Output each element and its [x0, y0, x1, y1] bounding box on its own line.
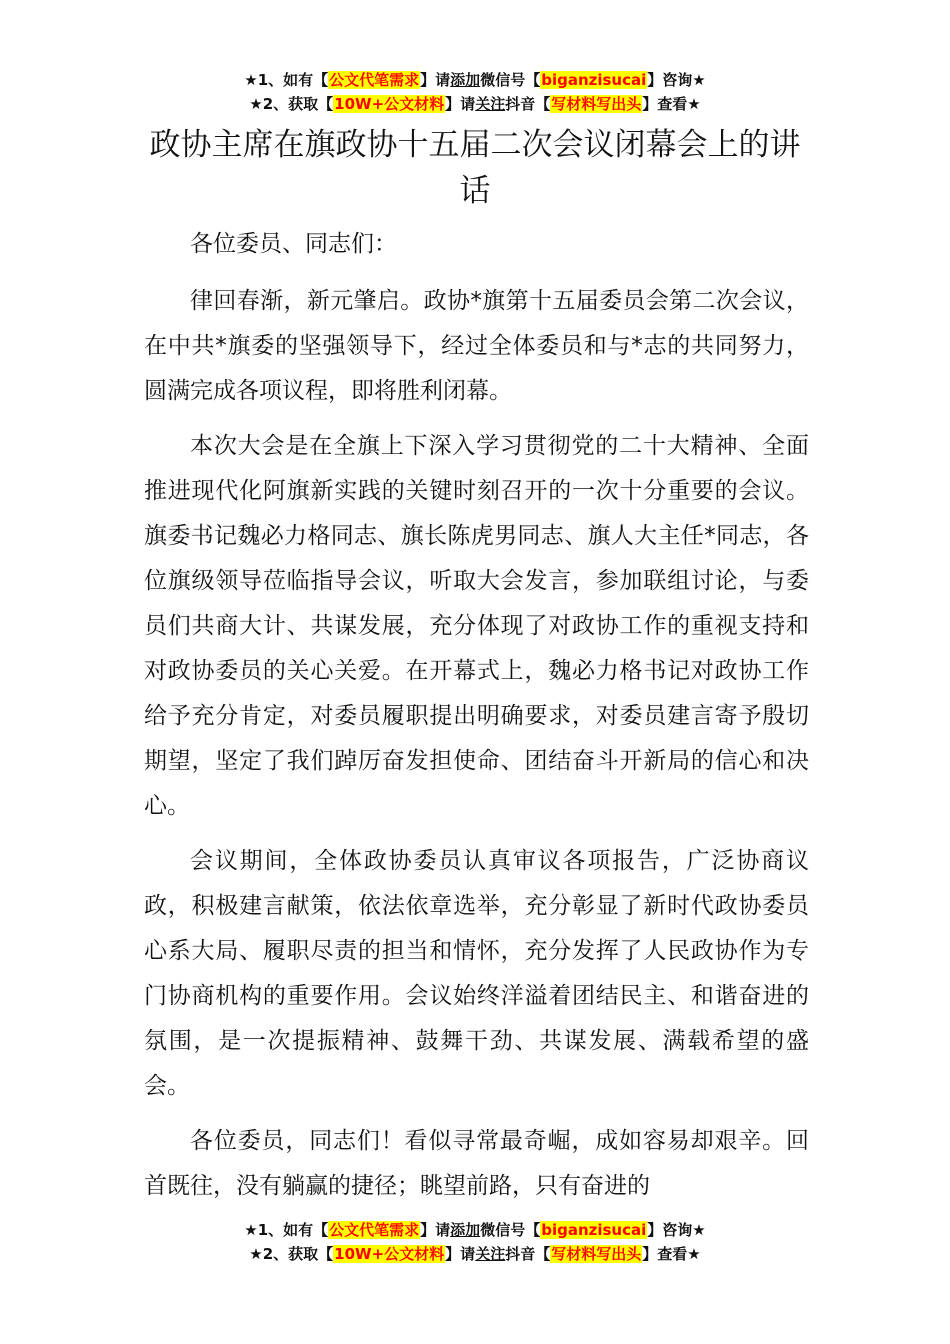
promo-line-2	[0, 92, 950, 116]
body-paragraph: 律回春渐，新元肇启。政协*旗第十五届委员会第二次会议，在中共*旗委的坚强领导下，经过全体委员和与*志的共同努力，圆满完成各项议程，即将胜利闭幕。	[144, 288, 809, 404]
promo-text: 】查看	[642, 95, 688, 113]
promo-underlined-text: 关注	[475, 95, 506, 113]
star-icon: ★	[687, 1245, 701, 1263]
promo-text: 】咨询	[647, 1221, 693, 1239]
promo-line-1	[0, 1218, 950, 1242]
promo-text: 】请	[420, 1221, 451, 1239]
star-icon: ★	[687, 95, 701, 113]
body-paragraph: 会议期间，全体政协委员认真审议各项报告，广泛协商议政，积极建言献策，依法依章选举，充分彰显了新时代政协委员心系大局、履职尽责的担当和情怀，充分发挥了人民政协作为专门协商机构的重要作用。会议始终洋溢着团结民主、和谐奋进的氛围，是一次提振精神、鼓舞干劲、共谋发展、满载希望的盛会。	[144, 848, 809, 1099]
promo-underlined-text: 添加	[450, 71, 481, 89]
promo-text: 】查看	[642, 1245, 688, 1263]
promo-text: 微信号【	[480, 71, 541, 89]
promo-text: 】请	[445, 1245, 476, 1263]
document-body	[144, 222, 809, 1219]
promo-underlined-text: 添加	[450, 1221, 481, 1239]
header-promo-banner	[0, 68, 950, 116]
promo-text: 】请	[445, 95, 476, 113]
promo-text: 抖音【	[505, 95, 551, 113]
salutation: 各位委员、同志们：	[190, 231, 397, 257]
promo-text: 2、获取【	[262, 95, 334, 113]
promo-text: 1、如有【	[257, 71, 329, 89]
star-icon: ★	[692, 1221, 706, 1239]
promo-text: 抖音【	[505, 1245, 551, 1263]
star-icon: ★	[249, 95, 263, 113]
body-paragraph: 本次大会是在全旗上下深入学习贯彻党的二十大精神、全面推进现代化阿旗新实践的关键时刻召开的一次十分重要的会议。旗委书记魏必力格同志、旗长陈虎男同志、旗人大主任*同志，各位旗级领导莅临指导会议，听取大会发言，参加联组讨论，与委员们共商大计、共谋发展，充分体现了对政协工作的重视支持和对政协委员的关心关爱。在开幕式上，魏必力格书记对政协工作给予充分肯定，对委员履职提出明确要求，对委员建言寄予殷切期望，坚定了我们踔厉奋发担使命、团结奋斗开新局的信心和决心。	[144, 433, 809, 819]
star-icon: ★	[244, 1221, 258, 1239]
wechat-id-highlight: biganzisucai	[541, 71, 647, 89]
promo-line-2	[0, 1242, 950, 1266]
promo-text: 】咨询	[647, 71, 693, 89]
star-icon: ★	[249, 1245, 263, 1263]
promo-text: 1、如有【	[257, 1221, 329, 1239]
footer-promo-banner	[0, 1218, 950, 1266]
star-icon: ★	[244, 71, 258, 89]
promo-text: 微信号【	[480, 1221, 541, 1239]
promo-highlight: 公文代笔需求	[329, 71, 420, 89]
body-paragraph: 各位委员，同志们！看似寻常最奇崛，成如容易却艰辛。回首既往，没有躺赢的捷径；眺望前路，只有奋进的	[144, 1128, 809, 1199]
promo-underlined-text: 关注	[475, 1245, 506, 1263]
douyin-account-highlight: 写材料写出头	[551, 1245, 642, 1263]
promo-text: 2、获取【	[262, 1245, 334, 1263]
wechat-id-highlight: biganzisucai	[541, 1221, 647, 1239]
promo-highlight: 公文代笔需求	[329, 1221, 420, 1239]
star-icon: ★	[692, 71, 706, 89]
promo-text: 】请	[420, 71, 451, 89]
document-title: 政协主席在旗政协十五届二次会议闭幕会上的讲话	[149, 127, 801, 209]
promo-highlight: 10W+公文材料	[334, 1245, 445, 1263]
promo-highlight: 10W+公文材料	[334, 95, 445, 113]
promo-line-1	[0, 68, 950, 92]
douyin-account-highlight: 写材料写出头	[551, 95, 642, 113]
